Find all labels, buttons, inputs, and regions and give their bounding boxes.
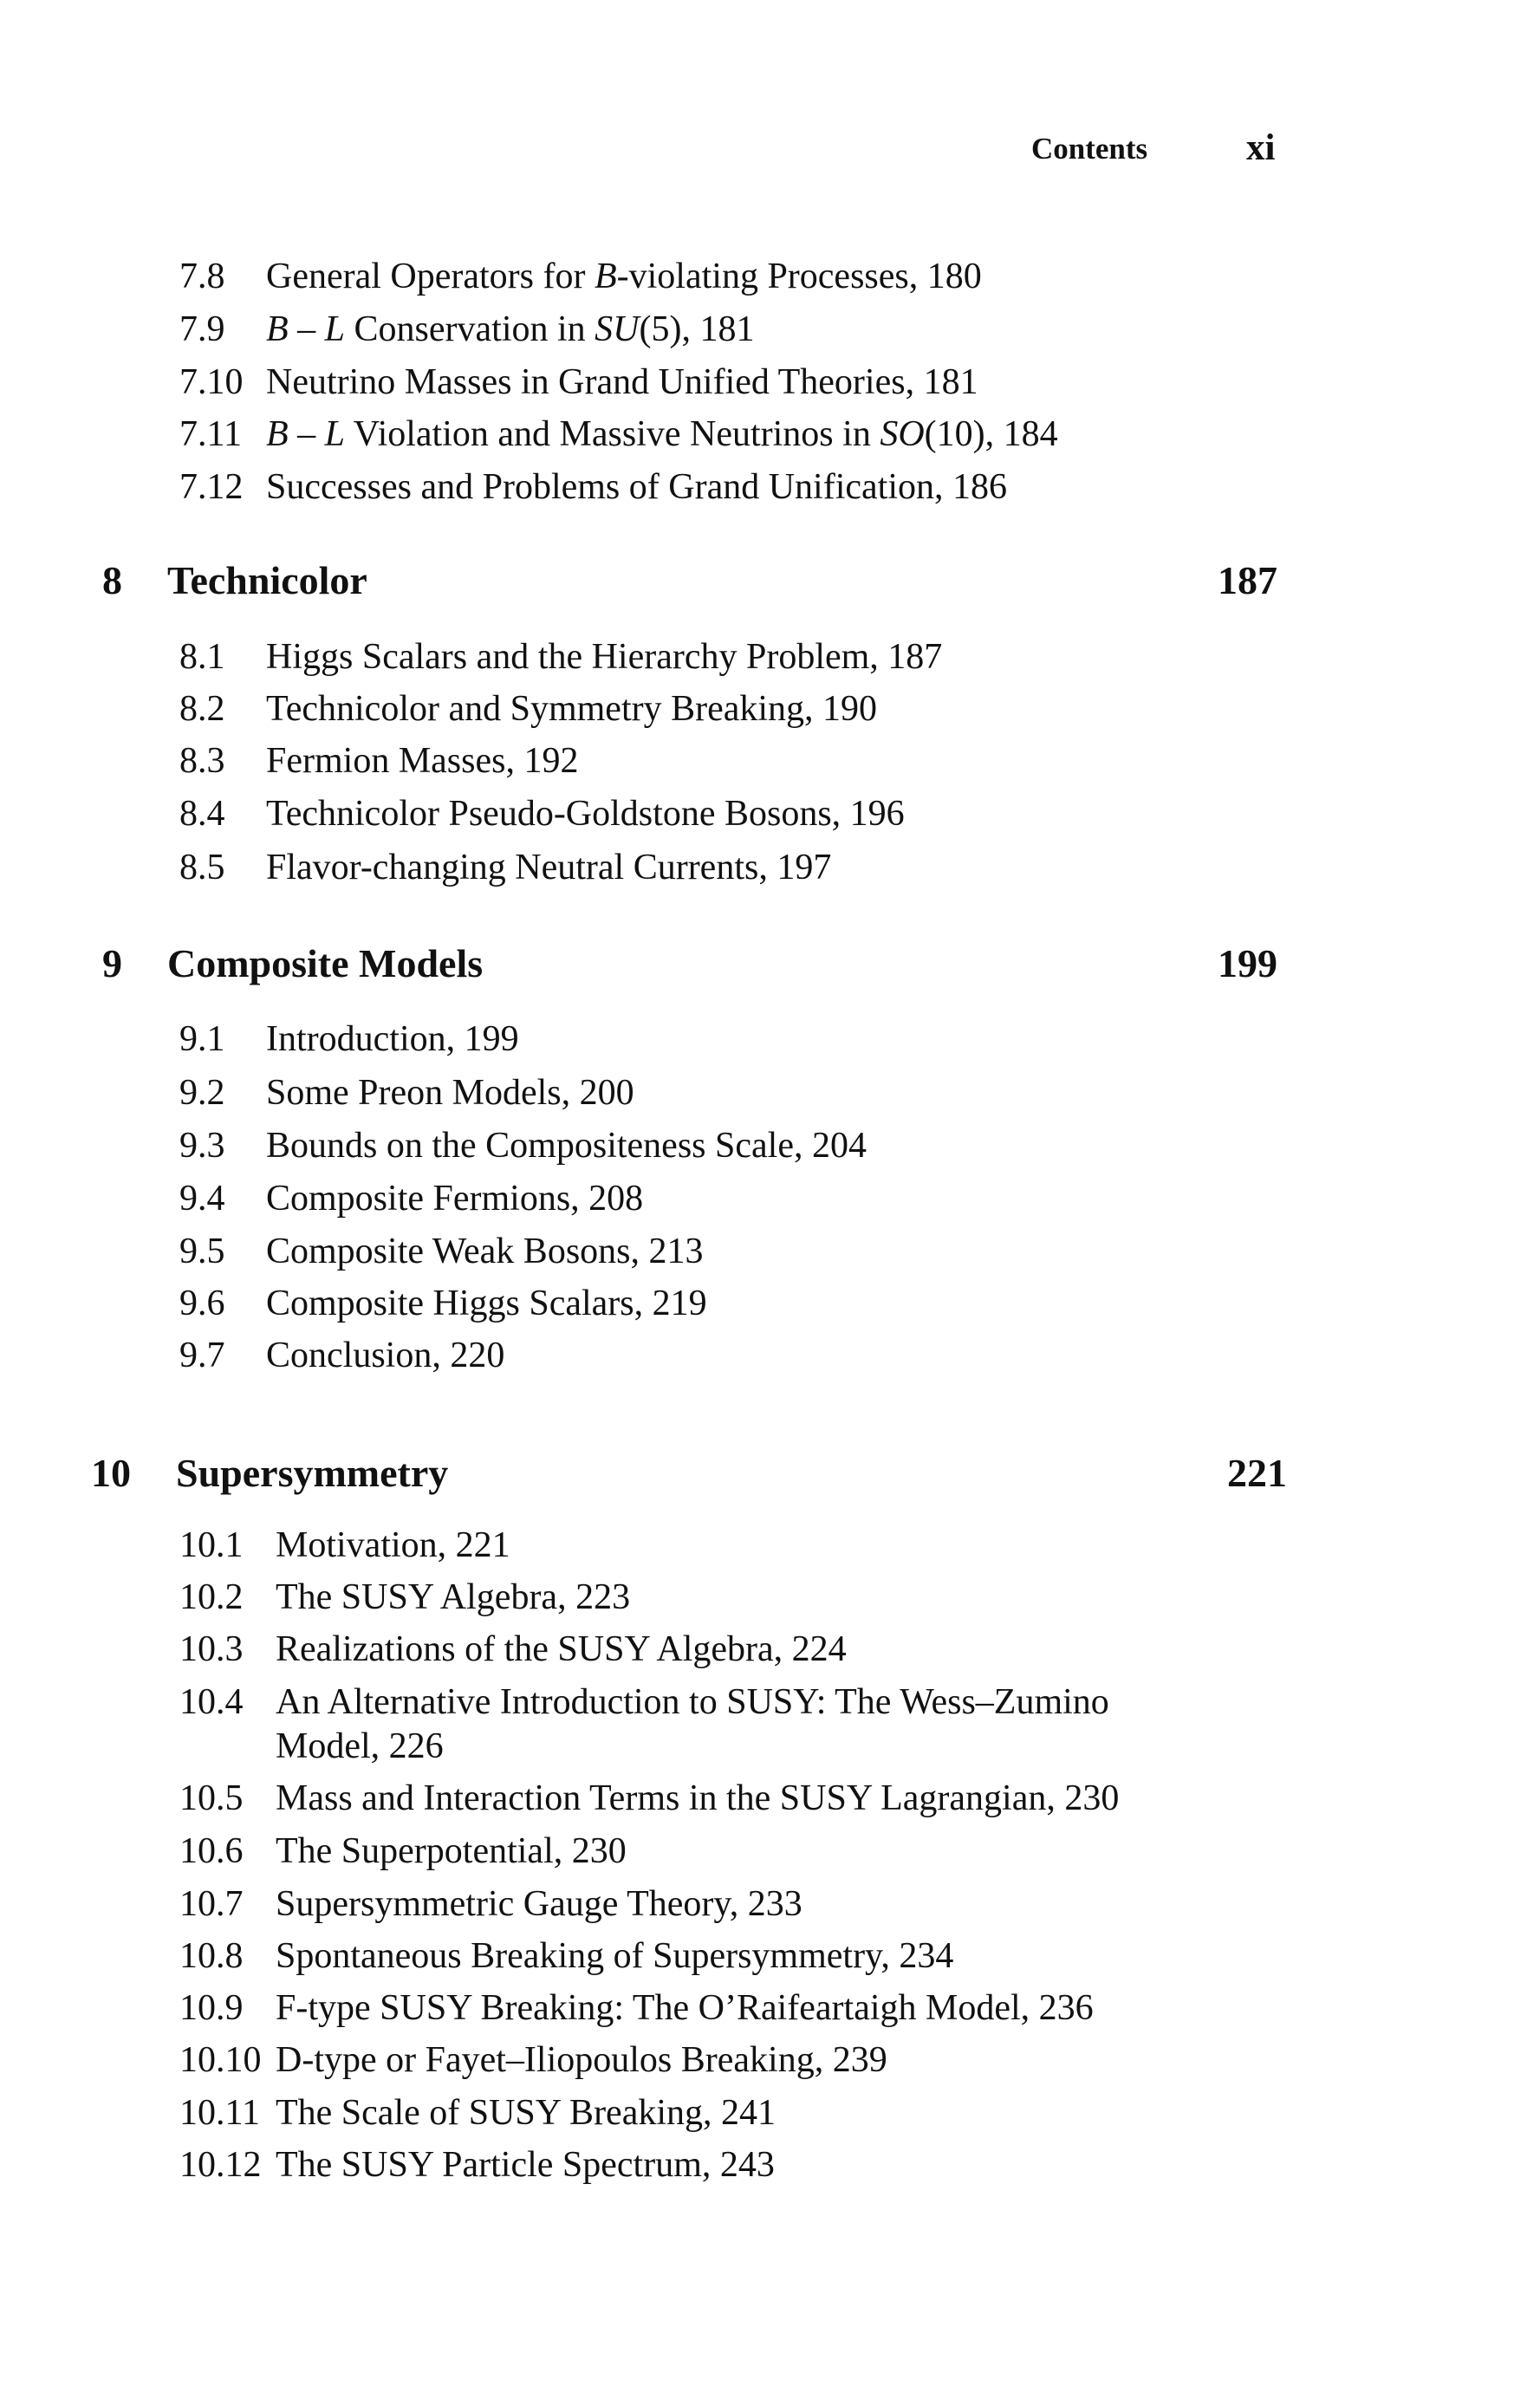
section-title: D-type or Fayet–Iliopoulos Breaking, 239	[276, 2040, 887, 2080]
section-number: 10.12	[179, 2145, 262, 2185]
section-number: 10.6	[179, 1831, 244, 1871]
page-number: xi	[1246, 127, 1276, 168]
section-title: B – L Conservation in SU(5), 181	[266, 309, 755, 349]
section-number: 10.2	[179, 1577, 244, 1617]
section-number: 9.4	[179, 1179, 225, 1219]
section-title: Bounds on the Compositeness Scale, 204	[266, 1126, 867, 1166]
section-number: 8.3	[179, 741, 225, 781]
section-number: 9.7	[179, 1336, 225, 1375]
section-number: 8.4	[179, 794, 225, 834]
section-title: Mass and Interaction Terms in the SUSY Lagrangian, 230	[276, 1778, 1120, 1818]
chapter-page: 199	[1218, 941, 1277, 985]
section-number: 9.5	[179, 1232, 225, 1271]
section-number: 10.10	[179, 2040, 262, 2080]
section-title: Technicolor Pseudo-Goldstone Bosons, 196	[266, 794, 905, 834]
section-title: Conclusion, 220	[266, 1336, 505, 1375]
section-number: 10.4	[179, 1682, 244, 1722]
section-title: Composite Weak Bosons, 213	[266, 1232, 704, 1271]
section-title: Composite Higgs Scalars, 219	[266, 1284, 707, 1323]
section-title: Higgs Scalars and the Hierarchy Problem, 187	[266, 637, 943, 677]
section-title: Neutrino Masses in Grand Unified Theories, 181	[266, 362, 978, 402]
section-title: The SUSY Algebra, 223	[276, 1577, 631, 1617]
section-title: Flavor-changing Neutral Currents, 197	[266, 848, 832, 887]
section-title: Technicolor and Symmetry Breaking, 190	[266, 689, 878, 729]
chapter-title[interactable]: Technicolor	[167, 558, 367, 602]
section-title: The Superpotential, 230	[276, 1831, 627, 1871]
chapter-page: 221	[1227, 1451, 1287, 1495]
chapter-page: 187	[1218, 558, 1277, 602]
chapter-number: 9	[102, 941, 122, 985]
section-number: 7.8	[179, 257, 225, 296]
section-number: 10.9	[179, 1988, 244, 2028]
section-title: An Alternative Introduction to SUSY: The Wess–Zumino	[276, 1682, 1109, 1722]
running-head: Contents	[1031, 132, 1148, 166]
section-number: 10.11	[179, 2093, 260, 2133]
section-title: Successes and Problems of Grand Unification, 186	[266, 467, 1007, 507]
section-title: F-type SUSY Breaking: The O’Raifeartaigh Model, 236	[276, 1988, 1094, 2028]
section-number: 7.10	[179, 362, 244, 402]
section-title: B – L Violation and Massive Neutrinos in SO(10), 184	[266, 414, 1058, 454]
chapter-number: 8	[102, 558, 122, 602]
section-title: Supersymmetric Gauge Theory, 233	[276, 1884, 802, 1924]
section-number: 8.1	[179, 637, 225, 677]
chapter-number: 10	[91, 1451, 131, 1495]
section-number: 10.7	[179, 1884, 244, 1924]
section-title: Motivation, 221	[276, 1525, 510, 1565]
section-number: 8.5	[179, 848, 225, 887]
section-title: General Operators for B-violating Processes, 180	[266, 257, 982, 296]
section-number: 7.11	[179, 414, 242, 454]
section-title: Some Preon Models, 200	[266, 1073, 634, 1113]
section-title: Spontaneous Breaking of Supersymmetry, 234	[276, 1936, 954, 1976]
section-title: Fermion Masses, 192	[266, 741, 579, 781]
section-number: 10.3	[179, 1629, 244, 1669]
section-number: 10.1	[179, 1525, 244, 1565]
chapter-title[interactable]: Composite Models	[167, 941, 484, 985]
section-title: Introduction, 199	[266, 1019, 519, 1059]
section-title: Composite Fermions, 208	[266, 1179, 644, 1219]
section-number: 10.5	[179, 1778, 244, 1818]
section-number: 9.3	[179, 1126, 225, 1166]
section-title: The SUSY Particle Spectrum, 243	[276, 2145, 775, 2185]
section-number: 9.2	[179, 1073, 225, 1113]
section-title: Realizations of the SUSY Algebra, 224	[276, 1629, 847, 1669]
section-number: 9.1	[179, 1019, 225, 1059]
section-number: 7.9	[179, 309, 225, 349]
section-number: 9.6	[179, 1284, 225, 1323]
section-number: 8.2	[179, 689, 225, 729]
section-number: 10.8	[179, 1936, 244, 1976]
section-title: The Scale of SUSY Breaking, 241	[276, 2093, 776, 2133]
section-title-continuation: Model, 226	[276, 1726, 444, 1766]
section-number: 7.12	[179, 467, 244, 507]
chapter-title[interactable]: Supersymmetry	[176, 1451, 449, 1495]
